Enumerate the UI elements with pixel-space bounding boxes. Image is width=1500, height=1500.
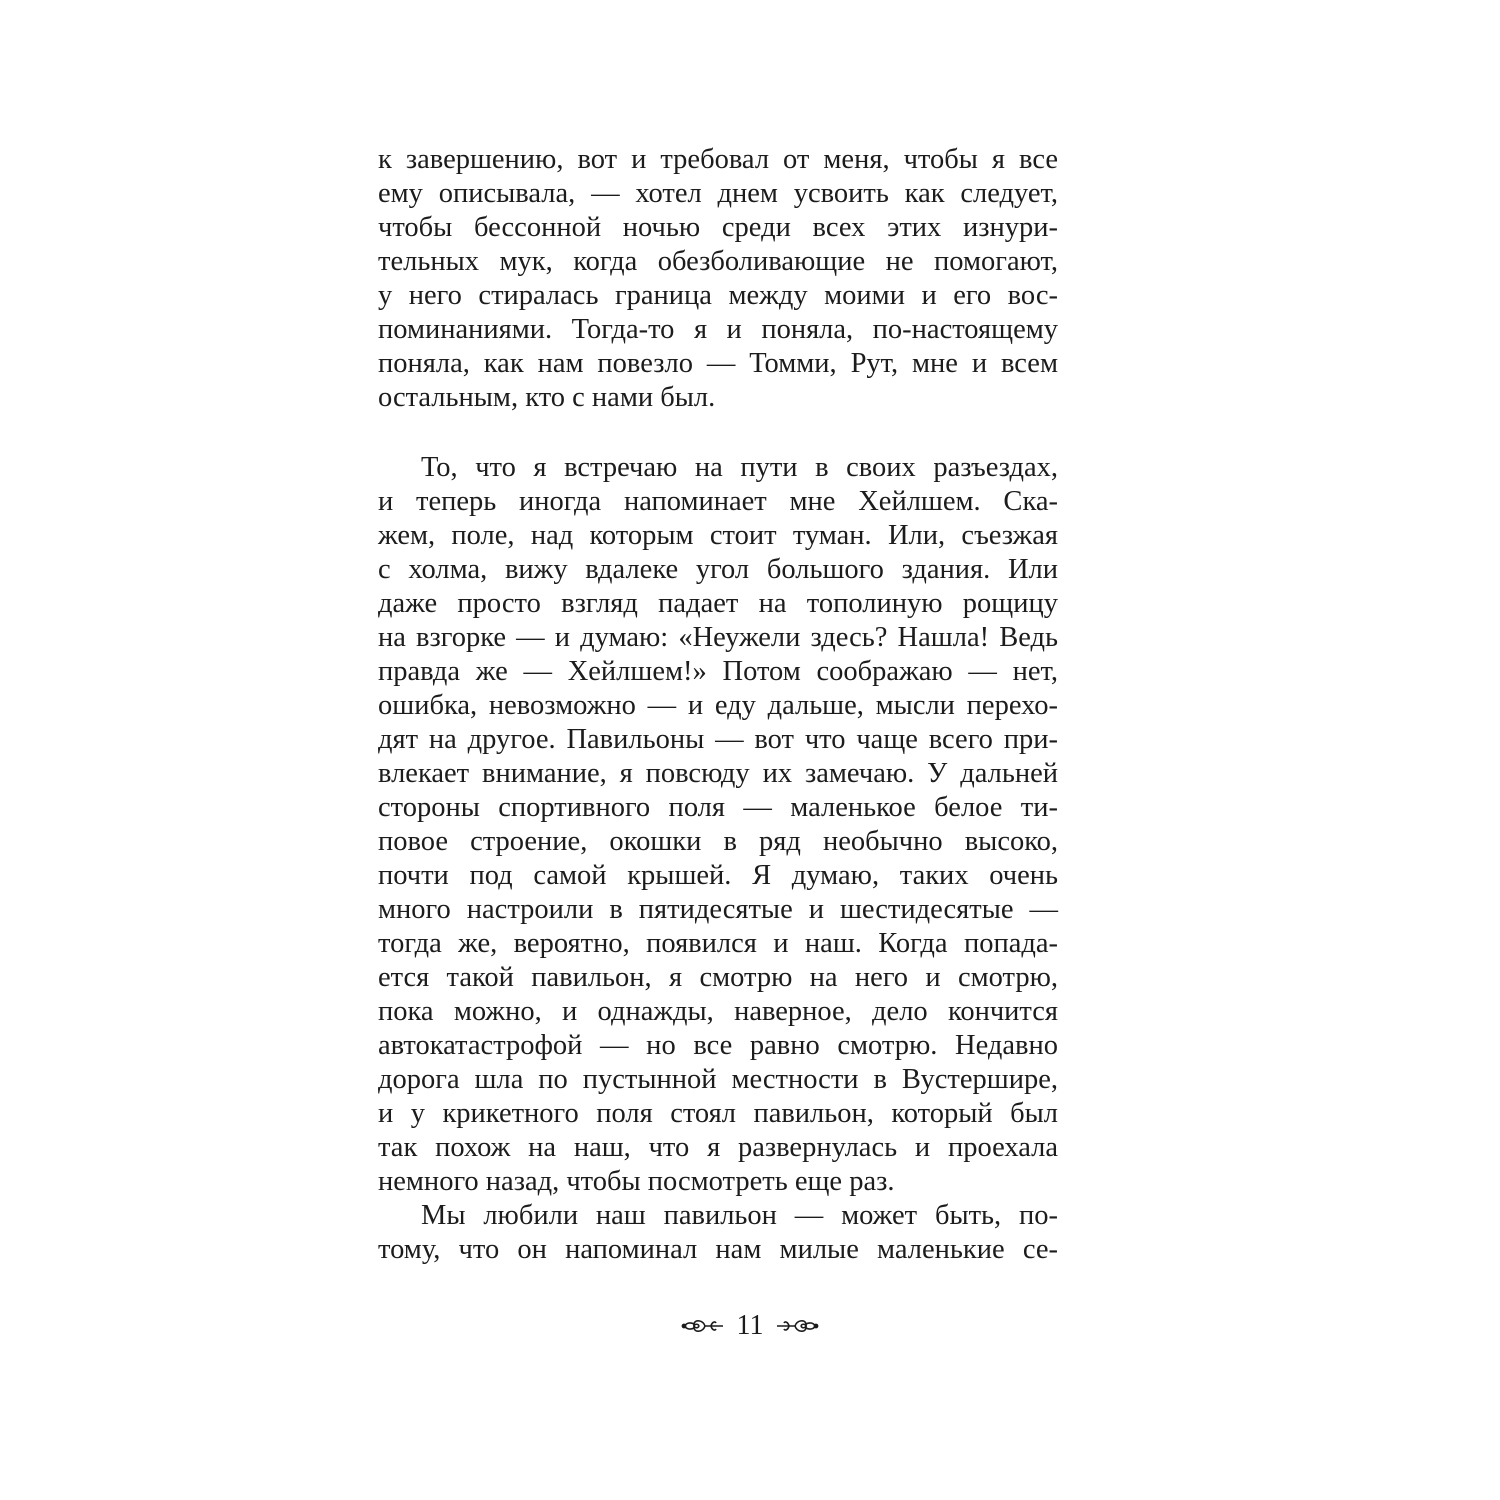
text-line: То, что я встречаю на пути в своих разъездах, <box>421 452 1058 483</box>
text-line: немного назад, чтобы посмотреть еще раз. <box>378 1166 895 1197</box>
text-line: поминаниями. Тогда-то я и поняла, по-настоящему <box>378 314 1058 345</box>
text-line: тогда же, вероятно, появился и наш. Когда попада- <box>378 928 1058 959</box>
text-line: жем, поле, над которым стоит туман. Или, съезжая <box>378 520 1058 551</box>
text-line: ему описывала, — хотел днем усвоить как следует, <box>378 178 1058 209</box>
text-line: так похож на наш, что я развернулась и проехала <box>378 1132 1058 1163</box>
text-line: правда же — Хейлшем!» Потом соображаю — нет, <box>378 656 1058 687</box>
text-line: ошибка, невозможно — и еду дальше, мысли перехо- <box>378 690 1058 721</box>
text-line: дят на другое. Павильоны — вот что чаще всего при- <box>378 724 1058 755</box>
book-page <box>378 0 1058 1500</box>
text-line: дорога шла по пустынной местности в Вустершире, <box>378 1064 1058 1095</box>
flourish-left-icon <box>681 1314 725 1338</box>
text-line: много настроили в пятидесятые и шестидесятые — <box>378 894 1058 925</box>
page-number: 11 <box>736 1310 764 1341</box>
text-line: чтобы бессонной ночью среди всех этих изнури- <box>378 212 1058 243</box>
text-line: почти под самой крышей. Я думаю, таких очень <box>378 860 1058 891</box>
text-line: даже просто взгляд падает на тополиную рощицу <box>378 588 1058 619</box>
text-line: с холма, вижу вдалеке угол большого здания. Или <box>378 554 1058 585</box>
page-folio <box>0 1306 1500 1346</box>
text-line: ется такой павильон, я смотрю на него и смотрю, <box>378 962 1058 993</box>
text-line: Мы любили наш павильон — может быть, по- <box>421 1200 1058 1231</box>
text-line: и у крикетного поля стоял павильон, который был <box>378 1098 1058 1129</box>
text-line: тельных мук, когда обезболивающие не помогают, <box>378 246 1058 277</box>
text-line: автокатастрофой — но все равно смотрю. Недавно <box>378 1030 1058 1061</box>
text-line: пока можно, и однажды, наверное, дело кончится <box>378 996 1058 1027</box>
text-line: к завершению, вот и требовал от меня, чтобы я все <box>378 144 1058 175</box>
text-line: и теперь иногда напоминает мне Хейлшем. Ска- <box>378 486 1058 517</box>
text-line: повое строение, окошки в ряд необычно высоко, <box>378 826 1058 857</box>
text-line: стороны спортивного поля — маленькое белое ти- <box>378 792 1058 823</box>
text-line: тому, что он напоминал нам милые маленькие се- <box>378 1234 1058 1265</box>
text-line: влекает внимание, я повсюду их замечаю. У дальней <box>378 758 1058 789</box>
text-line: остальным, кто с нами был. <box>378 382 716 413</box>
text-line: у него стиралась граница между моими и его вос- <box>378 280 1058 311</box>
text-line: поняла, как нам повезло — Томми, Рут, мне и всем <box>378 348 1058 379</box>
text-line: на взгорке — и думаю: «Неужели здесь? Нашла! Ведь <box>378 622 1058 653</box>
flourish-right-icon <box>775 1314 819 1338</box>
